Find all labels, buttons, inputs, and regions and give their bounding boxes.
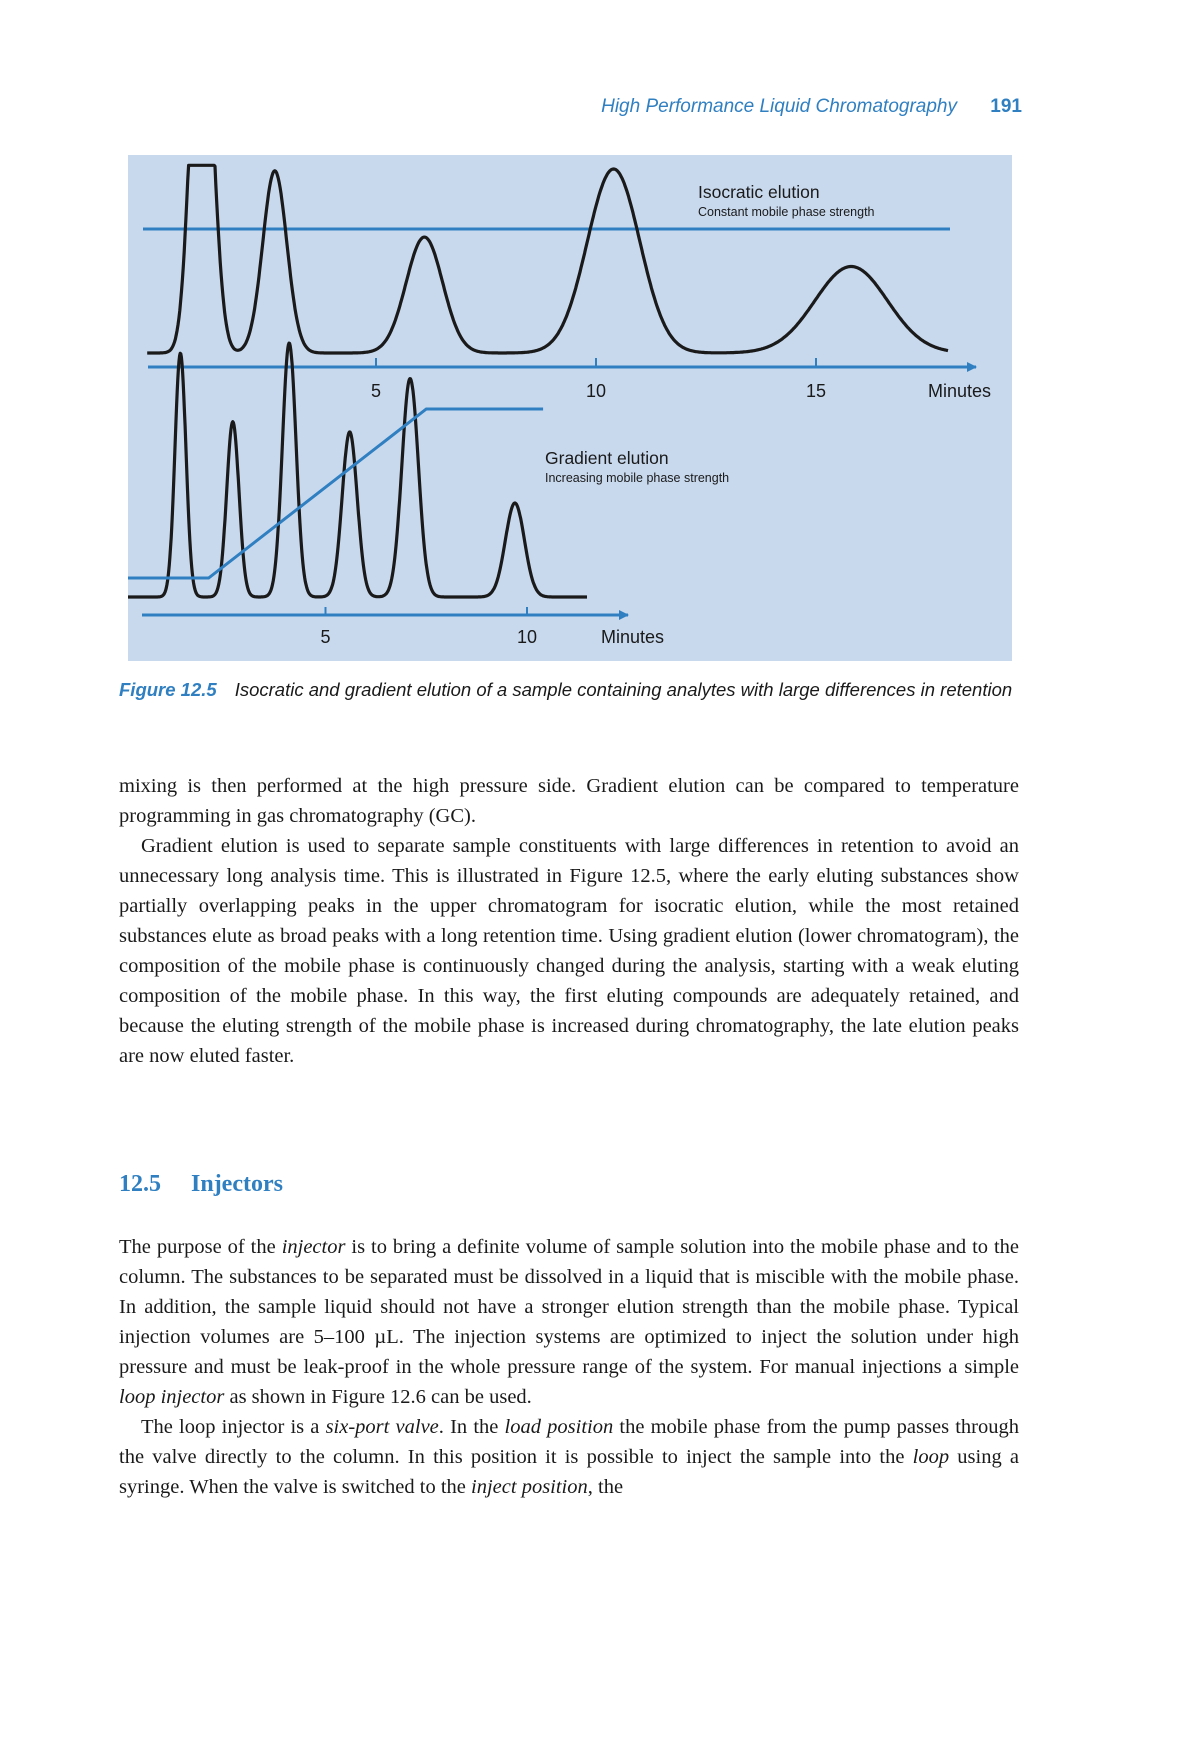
figure-caption — [119, 676, 1019, 703]
paragraph: mixing is then performed at the high pressure side. Gradient elution can be compared to temperature programming in gas chromatography (GC). — [119, 775, 1019, 827]
running-head-title: High Performance Liquid Chromatography — [601, 96, 958, 117]
text-run: . In the — [438, 1416, 505, 1438]
chromatogram-figure — [128, 155, 1012, 661]
page-number: 191 — [990, 96, 1022, 117]
isocratic-subtitle: Constant mobile phase strength — [698, 205, 875, 219]
text-run: The loop injector is a — [141, 1416, 326, 1438]
x-tick-label: 5 — [370, 381, 382, 401]
figure-label: Figure 12.5 — [119, 679, 217, 700]
figure-panel — [128, 155, 1012, 661]
text-run: the mobile phase from the pump passes through the valve directly to the column. In this position it is possible to inject the sample into the — [119, 1416, 1019, 1468]
paragraph — [119, 1232, 1019, 1412]
x-tick-label: 5 — [320, 627, 331, 647]
x-tick-label: 10 — [516, 627, 538, 647]
emphasis: loop injector — [119, 1386, 225, 1408]
paragraph: Gradient elution is used to separate sample constituents with large differences in retention to avoid an unnecessary long analysis time. This is illustrated in Figure 12.5, where the early eluting substances show partially overlapping peaks in the upper chromatogram for isocratic elution, while the most retained substances elute as broad peaks with a long retention time. Using gradient elution (lower chromatogram), the composition of the mobile phase is continuously changed during the analysis, starting with a weak eluting composition of the mobile phase. In this way, the first eluting compounds are adequately retained, and because the eluting strength of the mobile phase is increased during chromatography, the late elution peaks are now eluted faster. — [119, 835, 1019, 1067]
running-head — [601, 96, 1022, 118]
gradient-chromatogram — [128, 343, 729, 647]
text-run: using a syringe. When the valve is switched to the — [119, 1446, 1019, 1498]
gradient-trace — [128, 343, 587, 597]
isocratic-trace — [147, 165, 948, 353]
isocratic-xlabel: Minutes — [928, 381, 992, 401]
emphasis: six-port valve — [325, 1416, 439, 1438]
body-text-top — [119, 771, 1019, 1071]
figure-caption-text: Isocratic and gradient elution of a sample containing analytes with large differences in retention — [234, 679, 1013, 700]
paragraph — [119, 1412, 1019, 1502]
isocratic-chromatogram — [143, 165, 991, 401]
section-number: 12.5 — [119, 1171, 161, 1197]
text-run: , the — [587, 1476, 624, 1498]
gradient-xlabel: Minutes — [601, 627, 665, 647]
text-run: is to bring a definite volume of sample solution into the mobile phase and to the column. The substances to be separated must be dissolved in a liquid that is miscible with the mobile phase. In addition, the sample liquid should not have a stronger elution strength than the mobile phase. Typical injection volumes are 5–100 µL. The injection systems are optimized to inject the solution under high pressure and must be leak-proof in the whole pressure range of the system. For manual injections a simple — [119, 1236, 1019, 1378]
section-title: Injectors — [191, 1171, 283, 1197]
emphasis: load position — [504, 1416, 614, 1438]
emphasis: injector — [281, 1236, 346, 1258]
isocratic-title: Isocratic elution — [698, 182, 820, 202]
gradient-x-ticks — [320, 607, 537, 647]
emphasis: inject position — [471, 1476, 588, 1498]
text-run: as shown in Figure 12.6 can be used. — [224, 1386, 532, 1408]
gradient-subtitle: Increasing mobile phase strength — [545, 471, 730, 485]
gradient-title: Gradient elution — [545, 448, 669, 468]
section-heading — [119, 1171, 283, 1198]
emphasis: loop — [912, 1446, 950, 1468]
isocratic-x-ticks — [371, 358, 826, 401]
text-run: The purpose of the — [119, 1236, 282, 1258]
x-tick-label: 15 — [805, 381, 827, 401]
x-tick-label: 10 — [585, 381, 607, 401]
section-body — [119, 1232, 1019, 1502]
